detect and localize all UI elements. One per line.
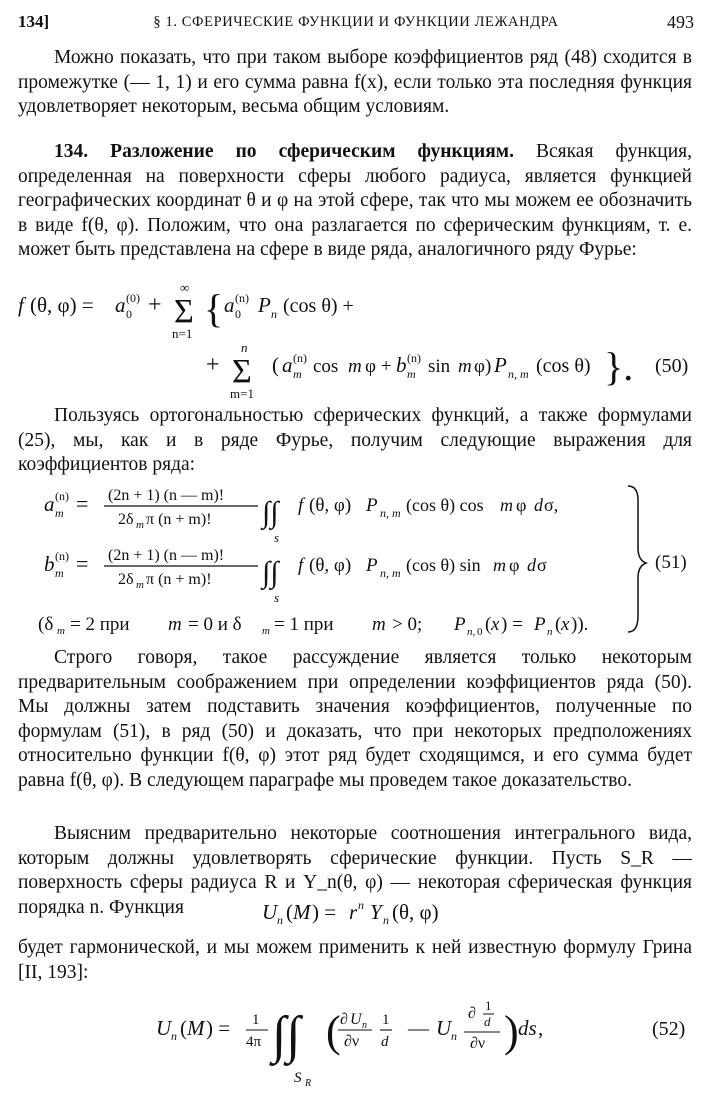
- svg-text:m=1: m=1: [230, 386, 254, 401]
- svg-text:(θ, φ): (θ, φ): [309, 495, 352, 516]
- svg-text:P: P: [494, 353, 507, 377]
- svg-text:1: 1: [382, 1012, 390, 1028]
- svg-text:U: U: [350, 1011, 362, 1028]
- running-title: § 1. СФЕРИЧЕСКИЕ ФУНКЦИИ И ФУНКЦИИ ЛЕЖАНДРА: [153, 14, 559, 30]
- svg-text:U: U: [262, 900, 278, 924]
- svg-text:(n): (n): [407, 351, 421, 365]
- svg-text:R: R: [305, 1078, 312, 1089]
- equation-50-number: (50): [655, 355, 689, 377]
- svg-text:(0): (0): [126, 291, 140, 305]
- equation-51-number: (51): [655, 552, 687, 573]
- svg-text:π (n + m)!: π (n + m)!: [146, 571, 212, 588]
- svg-text:=: =: [76, 491, 89, 516]
- svg-text:b: b: [44, 552, 55, 576]
- svg-text:m: m: [262, 625, 270, 637]
- svg-text:2δ: 2δ: [118, 571, 134, 588]
- svg-text:m: m: [348, 356, 362, 377]
- svg-text:x: x: [561, 614, 570, 635]
- svg-text:,: ,: [538, 1016, 544, 1040]
- svg-text:= 2 при: = 2 при: [70, 614, 130, 635]
- svg-text:b: b: [396, 353, 407, 377]
- svg-text:P: P: [258, 293, 271, 317]
- svg-text:) =: ) =: [206, 1016, 231, 1040]
- svg-text:Y: Y: [370, 900, 382, 924]
- svg-text:+: +: [206, 352, 220, 378]
- svg-text:(θ, φ): (θ, φ): [309, 555, 352, 576]
- svg-text:2δ: 2δ: [118, 511, 134, 528]
- svg-text:∞: ∞: [180, 280, 190, 295]
- svg-text:(2n + 1) (n — m)!: (2n + 1) (n — m)!: [108, 487, 225, 504]
- svg-text:φ: φ: [509, 555, 520, 575]
- svg-text:(n): (n): [293, 351, 307, 365]
- svg-text:∂: ∂: [340, 1011, 348, 1028]
- svg-text:m: m: [407, 367, 416, 381]
- svg-text:> 0;: > 0;: [392, 614, 423, 635]
- svg-text:a: a: [44, 492, 55, 516]
- svg-text:a: a: [282, 353, 293, 377]
- svg-text:U: U: [156, 1016, 172, 1040]
- paragraph-4-text: Строго говоря, такое рассуждение является только некоторым предварительным соображением при определении коэффициентов ряда (50). Мы должны затем подставить значения коэффициентов, полученные по формулам (51), в ряд (50) и доказать, что при некоторых предположениях относительно функции f(θ, φ) этот ряд будет сходящимся, и его сумма будет равна f(θ, φ). В следующем параграфе мы проведем такое доказательство.: [18, 647, 692, 791]
- svg-text:{: {: [204, 286, 224, 331]
- svg-text:(n): (n): [55, 489, 69, 503]
- svg-text:+: +: [148, 292, 162, 318]
- svg-text:d: d: [534, 495, 543, 515]
- svg-text:) =: ) =: [312, 900, 337, 924]
- svg-text:d: d: [381, 1034, 389, 1050]
- svg-text:(: (: [180, 1016, 187, 1040]
- svg-text:1: 1: [485, 998, 492, 1013]
- svg-text:∫∫: ∫∫: [262, 496, 279, 529]
- svg-text:P: P: [366, 555, 378, 576]
- svg-text:s: s: [274, 590, 280, 605]
- svg-text:σ,: σ,: [544, 495, 559, 515]
- svg-text:n: n: [383, 913, 389, 927]
- svg-text:4π: 4π: [246, 1034, 262, 1050]
- svg-text:m: m: [55, 506, 64, 520]
- paragraph-3-text: Пользуясь ортогональностью сферических функций, а также формулами (25), мы, как и в ряде Фурье, получим следующие выражения для коэффициентов ряда:: [18, 405, 692, 475]
- svg-text:Σ: Σ: [232, 353, 252, 390]
- svg-text:(: (: [326, 1007, 341, 1056]
- svg-text:U: U: [436, 1016, 452, 1040]
- svg-text:(: (: [485, 614, 492, 635]
- svg-text:cos: cos: [313, 356, 339, 377]
- svg-text:P: P: [366, 495, 378, 516]
- svg-text:): ): [504, 1007, 519, 1056]
- svg-text:∂ν: ∂ν: [344, 1033, 360, 1050]
- section-heading: 134. Разложение по сферическим функциям.: [54, 141, 514, 162]
- svg-text:m: m: [168, 614, 182, 635]
- svg-text:n: n: [547, 626, 553, 638]
- svg-text:φ: φ: [516, 495, 527, 515]
- paragraph-5-text: Выясним предварительно некоторые соотношения интегрального вида, которым должны удовлетворять сферические функции. Пусть S_R — поверхность сферы радиуса R и Y_n(θ, φ) — некоторая сферическая функция порядка n. Функция: [18, 823, 692, 918]
- svg-text:m: m: [57, 625, 65, 637]
- svg-text:m: m: [372, 614, 386, 635]
- svg-text:n, m: n, m: [508, 367, 529, 381]
- svg-text:(δ: (δ: [38, 614, 54, 635]
- svg-text:M: M: [293, 900, 311, 924]
- svg-text:0: 0: [477, 626, 483, 638]
- svg-text:m: m: [293, 367, 302, 381]
- svg-text:φ +: φ +: [365, 356, 392, 377]
- svg-text:∂ν: ∂ν: [470, 1035, 486, 1052]
- svg-text:π (n + m)!: π (n + m)!: [146, 511, 212, 528]
- svg-text:(cos θ) sin: (cos θ) sin: [406, 555, 481, 575]
- svg-text:n: n: [451, 1029, 457, 1043]
- svg-text:(n): (n): [55, 549, 69, 563]
- svg-text:—: —: [408, 1016, 429, 1040]
- svg-text:(n): (n): [235, 291, 249, 305]
- svg-text:n: n: [171, 1029, 177, 1043]
- svg-text:)).: )).: [571, 614, 589, 635]
- page-reference: 134]: [18, 12, 50, 31]
- svg-text:(2n + 1) (n — m)!: (2n + 1) (n — m)!: [108, 547, 225, 564]
- svg-text:(θ, φ) =: (θ, φ) =: [30, 293, 94, 317]
- svg-text:n: n: [362, 1020, 367, 1031]
- svg-text:∫∫: ∫∫: [262, 556, 279, 589]
- svg-text:∂: ∂: [468, 1005, 476, 1022]
- svg-text:(θ, φ): (θ, φ): [392, 900, 439, 924]
- svg-text:m: m: [55, 566, 64, 580]
- svg-text:(: (: [286, 900, 293, 924]
- svg-text:0: 0: [126, 307, 132, 321]
- page-number: 493: [667, 12, 694, 32]
- svg-text:(cos θ) +: (cos θ) +: [283, 295, 354, 317]
- svg-text:}.: }.: [604, 344, 634, 389]
- svg-text:n=1: n=1: [172, 326, 193, 341]
- section-body: Всякая функция, определенная на поверхности сферы любого радиуса, является функцией географических координат θ и φ на этой сфере, так что мы можем ее обозначить в виде f(θ, φ). Положим, что она разлагается по сферическим функциям, т. е. может быть представлена на сфере в виде ряда, аналогичного ряду Фурье:: [18, 141, 692, 260]
- svg-text:s: s: [274, 530, 280, 545]
- svg-text:∫∫: ∫∫: [272, 1007, 301, 1064]
- svg-text:m: m: [136, 519, 144, 531]
- svg-text:P: P: [454, 614, 466, 635]
- svg-text:S: S: [294, 1070, 302, 1086]
- svg-text:n,: n,: [467, 626, 476, 638]
- svg-text:n: n: [271, 307, 277, 321]
- svg-text:Σ: Σ: [174, 293, 194, 330]
- svg-text:f: f: [18, 293, 24, 317]
- svg-text:n: n: [358, 898, 364, 912]
- svg-text:n: n: [277, 913, 283, 927]
- svg-text:= 1 при: = 1 при: [274, 614, 334, 635]
- svg-text:f: f: [298, 495, 304, 516]
- svg-text:σ: σ: [537, 555, 547, 575]
- svg-text:(: (: [272, 353, 279, 377]
- paragraph-6-text: будет гармонической, и мы можем применить к ней известную формулу Грина [II, 193]:: [18, 937, 692, 983]
- svg-text:(cos θ): (cos θ): [536, 355, 591, 377]
- svg-text:(: (: [555, 614, 562, 635]
- svg-text:a: a: [224, 293, 235, 317]
- svg-text:n, m: n, m: [380, 566, 401, 580]
- svg-text:n, m: n, m: [380, 506, 401, 520]
- svg-text:m: m: [493, 555, 506, 575]
- svg-text:d: d: [484, 1014, 491, 1029]
- svg-text:m: m: [458, 356, 472, 377]
- svg-text:ds: ds: [518, 1016, 537, 1040]
- svg-text:m: m: [500, 495, 513, 515]
- svg-text:d: d: [527, 555, 536, 575]
- svg-text:a: a: [115, 293, 126, 317]
- svg-text:=: =: [76, 551, 89, 576]
- svg-text:M: M: [187, 1016, 205, 1040]
- paragraph-1-text: Можно показать, что при таком выборе коэффициентов ряд (48) сходится в промежутке (— 1, 1) и его сумма равна f(x), если только эта последняя функция удовлетворяет некоторым, весьма общим условиям.: [18, 47, 692, 117]
- svg-text:0: 0: [235, 307, 241, 321]
- svg-text:φ): φ): [474, 356, 492, 377]
- svg-text:f: f: [298, 555, 304, 576]
- svg-text:r: r: [349, 900, 358, 924]
- svg-text:P: P: [534, 614, 546, 635]
- equation-52-number: (52): [652, 1018, 686, 1040]
- svg-text:(cos θ) cos: (cos θ) cos: [406, 495, 484, 515]
- svg-text:) =: ) =: [501, 614, 523, 635]
- svg-text:m: m: [136, 579, 144, 591]
- svg-text:= 0 и δ: = 0 и δ: [188, 614, 242, 635]
- svg-text:n: n: [241, 340, 248, 355]
- svg-text:sin: sin: [428, 356, 451, 377]
- svg-text:1: 1: [252, 1012, 260, 1028]
- svg-text:x: x: [491, 614, 500, 635]
